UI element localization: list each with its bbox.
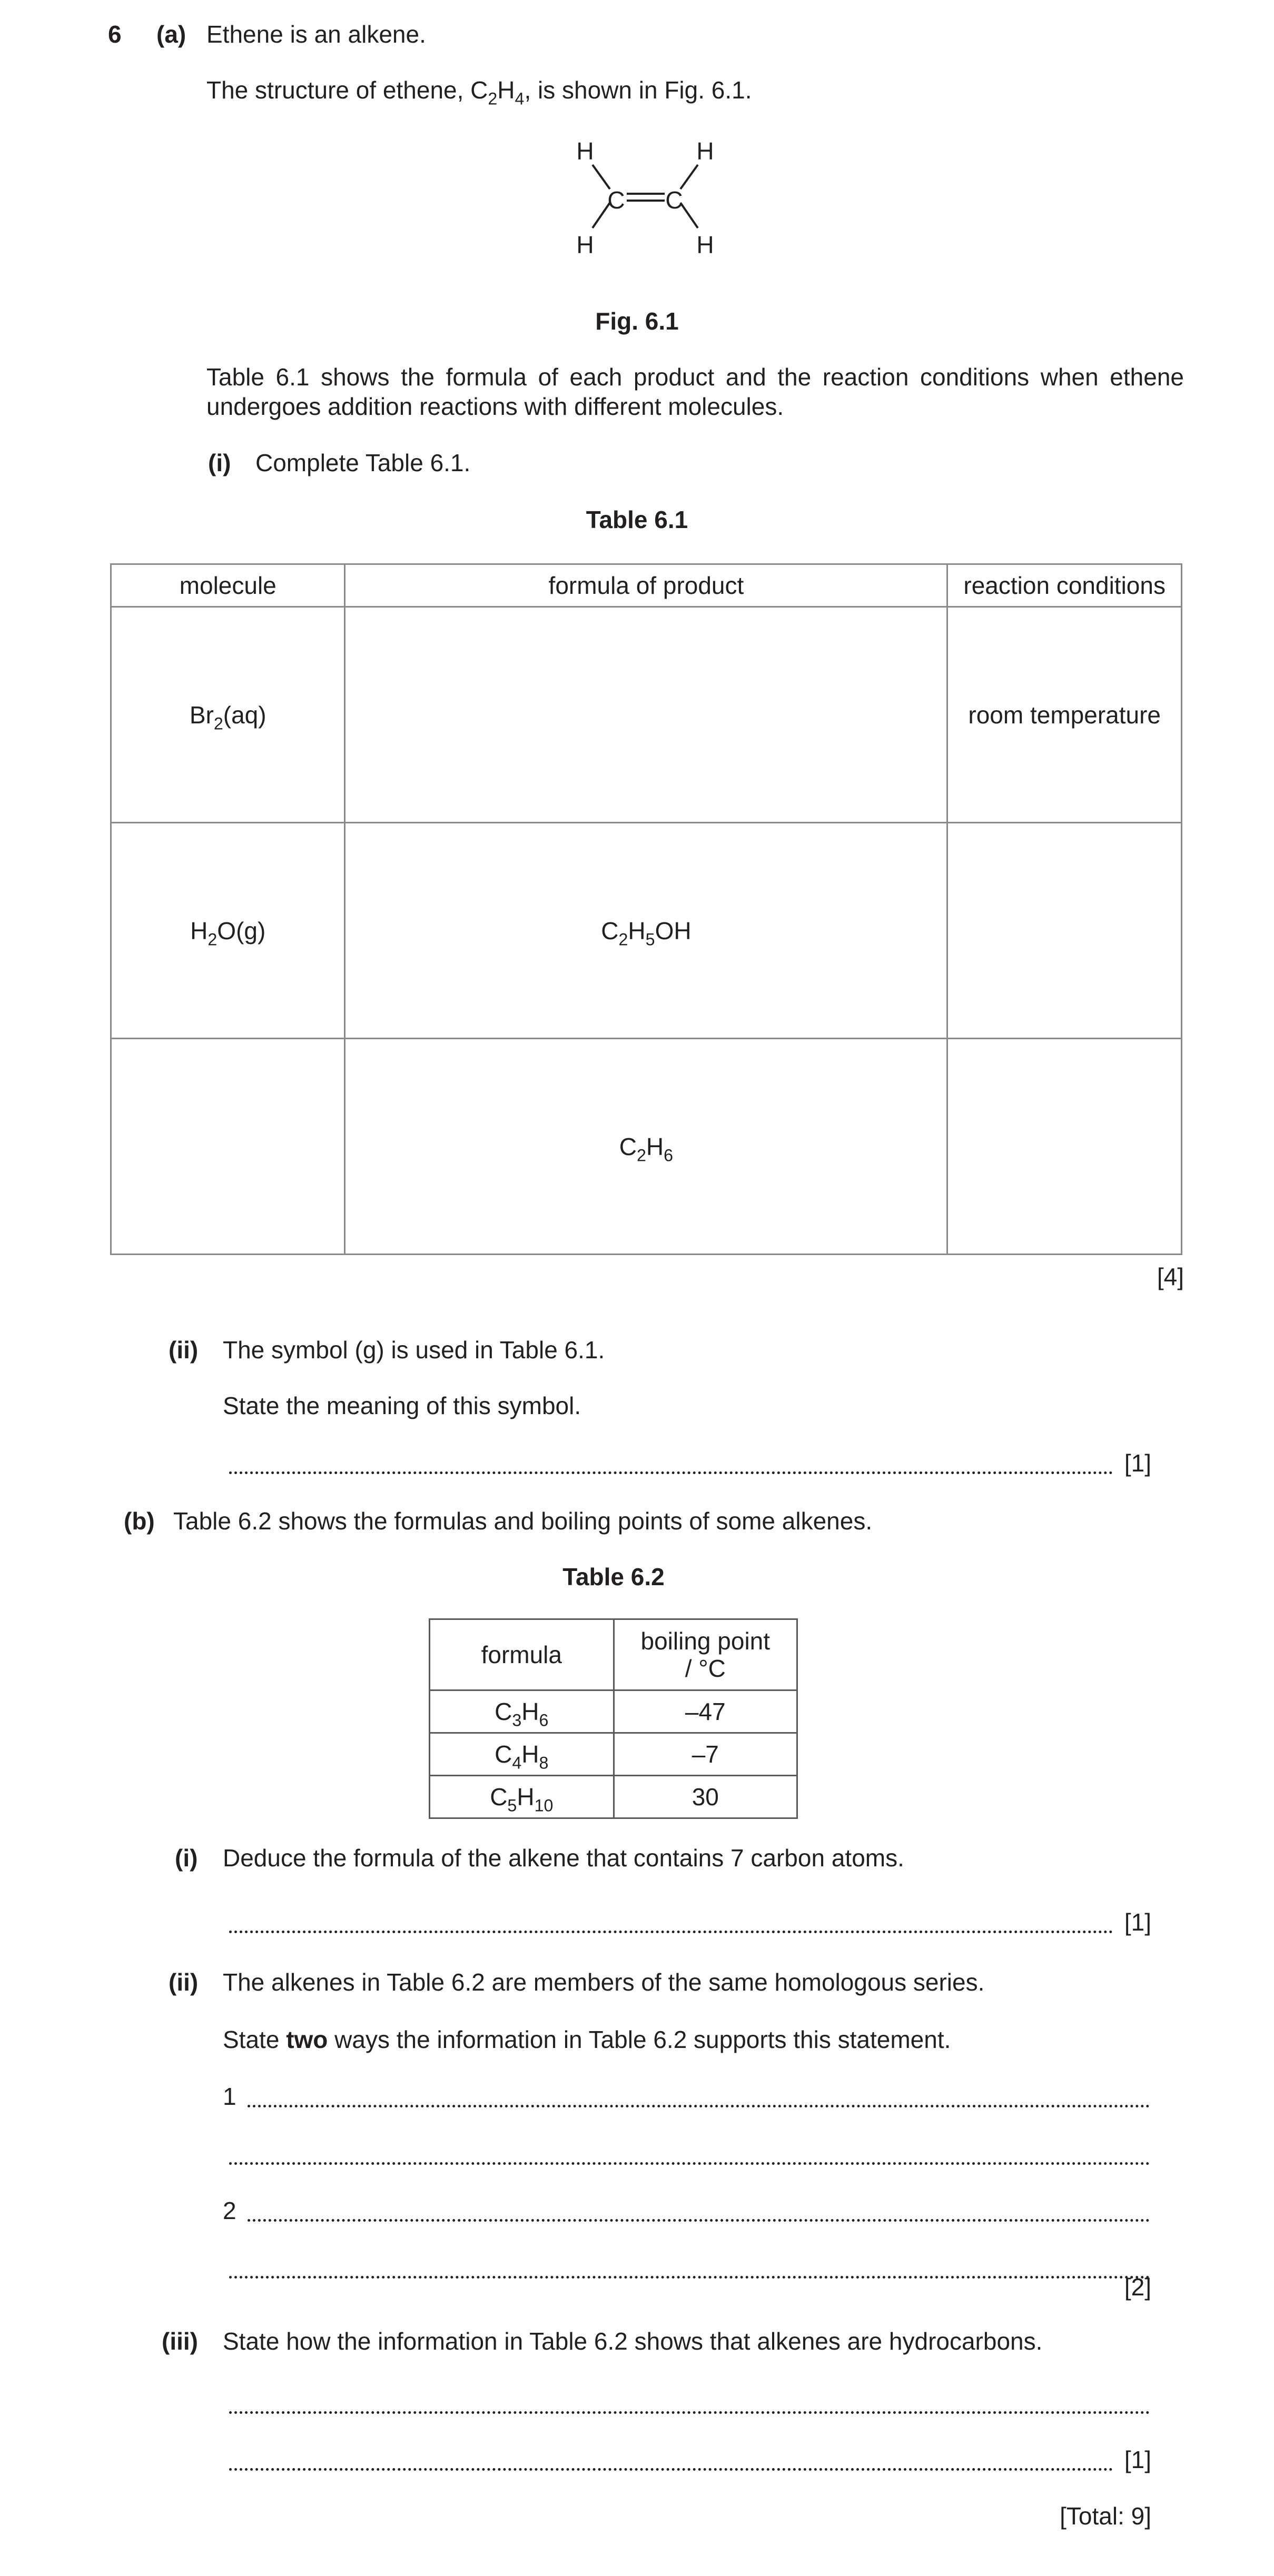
atom-h-bottom-left: H bbox=[576, 231, 594, 258]
part-a-ii-text: The symbol (g) is used in Table 6.1. bbox=[223, 1336, 605, 1364]
product-cell: $C_2H_5OH$ bbox=[345, 823, 947, 1039]
part-b-iii-text: State how the information in Table 6.2 shows that alkenes are hydrocarbons. bbox=[223, 2328, 1043, 2355]
part-b-ii-marks: [2] bbox=[1124, 2273, 1151, 2301]
table-6-1-marks: [4] bbox=[1157, 1263, 1184, 1290]
answer-number-1: 1 bbox=[223, 2083, 236, 2110]
table-row bbox=[111, 1039, 1182, 1255]
question-number: 6 bbox=[108, 21, 122, 48]
table-header-row bbox=[111, 564, 1182, 607]
part-a-label: (a) bbox=[156, 21, 186, 48]
table-6-1-intro: Table 6.1 shows the formula of each product and the reaction conditions when ethene undergoes addition reactions with different molecules. bbox=[206, 363, 1184, 420]
structure-sentence: The structure of ethene, $C_2H_4$, is shown in Fig. 6.1. bbox=[206, 76, 752, 108]
part-b-i-label: (i) bbox=[175, 1844, 198, 1872]
answer-line[interactable] bbox=[229, 1931, 1113, 1933]
answer-line[interactable] bbox=[229, 2162, 1150, 2165]
header-formula: formula bbox=[430, 1619, 614, 1690]
part-a-i-label: (i) bbox=[208, 449, 231, 476]
table-header-row bbox=[430, 1619, 797, 1690]
atom-h-top-left: H bbox=[576, 137, 594, 165]
bond-c-h-top-left bbox=[592, 165, 610, 189]
part-b-ii-label: (ii) bbox=[169, 1968, 199, 1996]
formula-cell: $C_5H_{10}$ bbox=[430, 1776, 614, 1818]
product-cell: $C_2H_6$ bbox=[345, 1039, 947, 1255]
conditions-cell: room temperature bbox=[947, 607, 1182, 823]
table-6-2 bbox=[429, 1618, 798, 1819]
answer-number-2: 2 bbox=[223, 2197, 236, 2224]
part-a-ii-instruction: State the meaning of this symbol. bbox=[223, 1392, 581, 1419]
table-row bbox=[111, 823, 1182, 1039]
conditions-answer-cell[interactable] bbox=[947, 823, 1182, 1039]
formula-cell: $C_3H_6$ bbox=[430, 1690, 614, 1733]
boiling-point-cell: –7 bbox=[614, 1733, 797, 1776]
atom-c-left: C bbox=[607, 186, 625, 214]
table-6-2-title: Table 6.2 bbox=[562, 1563, 665, 1590]
part-b-ii-instruction: State two ways the information in Table 6.2 supports this statement. bbox=[223, 2026, 951, 2053]
total-marks: [Total: 9] bbox=[1060, 2502, 1151, 2530]
header-reaction-conditions: reaction conditions bbox=[947, 564, 1182, 607]
part-b-iii-marks: [1] bbox=[1124, 2446, 1151, 2473]
fig-caption: Fig. 6.1 bbox=[595, 307, 679, 335]
part-b-intro: Table 6.2 shows the formulas and boiling points of some alkenes. bbox=[173, 1507, 873, 1535]
molecule-cell: $H_2O(g)$ bbox=[111, 823, 345, 1039]
bond-c-h-bottom-left bbox=[592, 203, 610, 228]
answer-line[interactable] bbox=[229, 2276, 1150, 2279]
answer-line[interactable] bbox=[248, 2105, 1150, 2107]
part-b-i-marks: [1] bbox=[1124, 1908, 1151, 1936]
bond-c-h-top-right bbox=[680, 165, 698, 189]
part-a-ii-marks: [1] bbox=[1124, 1449, 1151, 1477]
table-row bbox=[430, 1776, 797, 1818]
product-answer-cell[interactable] bbox=[345, 607, 947, 823]
answer-line[interactable] bbox=[229, 1471, 1113, 1474]
formula-cell: $C_4H_8$ bbox=[430, 1733, 614, 1776]
conditions-answer-cell[interactable] bbox=[947, 1039, 1182, 1255]
bond-c-h-bottom-right bbox=[680, 203, 698, 228]
header-molecule: molecule bbox=[111, 564, 345, 607]
part-a-intro: Ethene is an alkene. bbox=[206, 21, 426, 48]
header-formula-of-product: formula of product bbox=[345, 564, 947, 607]
part-b-iii-label: (iii) bbox=[162, 2328, 198, 2355]
atom-c-right: C bbox=[665, 186, 683, 214]
part-b-ii-text: The alkenes in Table 6.2 are members of the same homologous series. bbox=[223, 1968, 985, 1996]
table-row bbox=[111, 607, 1182, 823]
ethene-structure-diagram bbox=[569, 134, 727, 266]
header-boiling-point: boiling point / °C bbox=[614, 1619, 797, 1690]
part-b-label: (b) bbox=[124, 1507, 155, 1535]
table-row bbox=[430, 1733, 797, 1776]
boiling-point-cell: –47 bbox=[614, 1690, 797, 1733]
answer-line[interactable] bbox=[229, 2468, 1113, 2471]
atom-h-bottom-right: H bbox=[696, 231, 714, 258]
part-a-i-text: Complete Table 6.1. bbox=[255, 449, 471, 476]
boiling-point-cell: 30 bbox=[614, 1776, 797, 1818]
atom-h-top-right: H bbox=[696, 137, 714, 165]
answer-line[interactable] bbox=[229, 2411, 1150, 2414]
table-row bbox=[430, 1690, 797, 1733]
part-b-i-text: Deduce the formula of the alkene that contains 7 carbon atoms. bbox=[223, 1844, 904, 1872]
table-6-1-title: Table 6.1 bbox=[586, 506, 688, 533]
molecule-answer-cell[interactable] bbox=[111, 1039, 345, 1255]
part-a-ii-label: (ii) bbox=[169, 1336, 199, 1364]
answer-line[interactable] bbox=[248, 2219, 1150, 2222]
molecule-cell: $Br_2(aq)$ bbox=[111, 607, 345, 823]
table-6-1 bbox=[110, 563, 1182, 1255]
